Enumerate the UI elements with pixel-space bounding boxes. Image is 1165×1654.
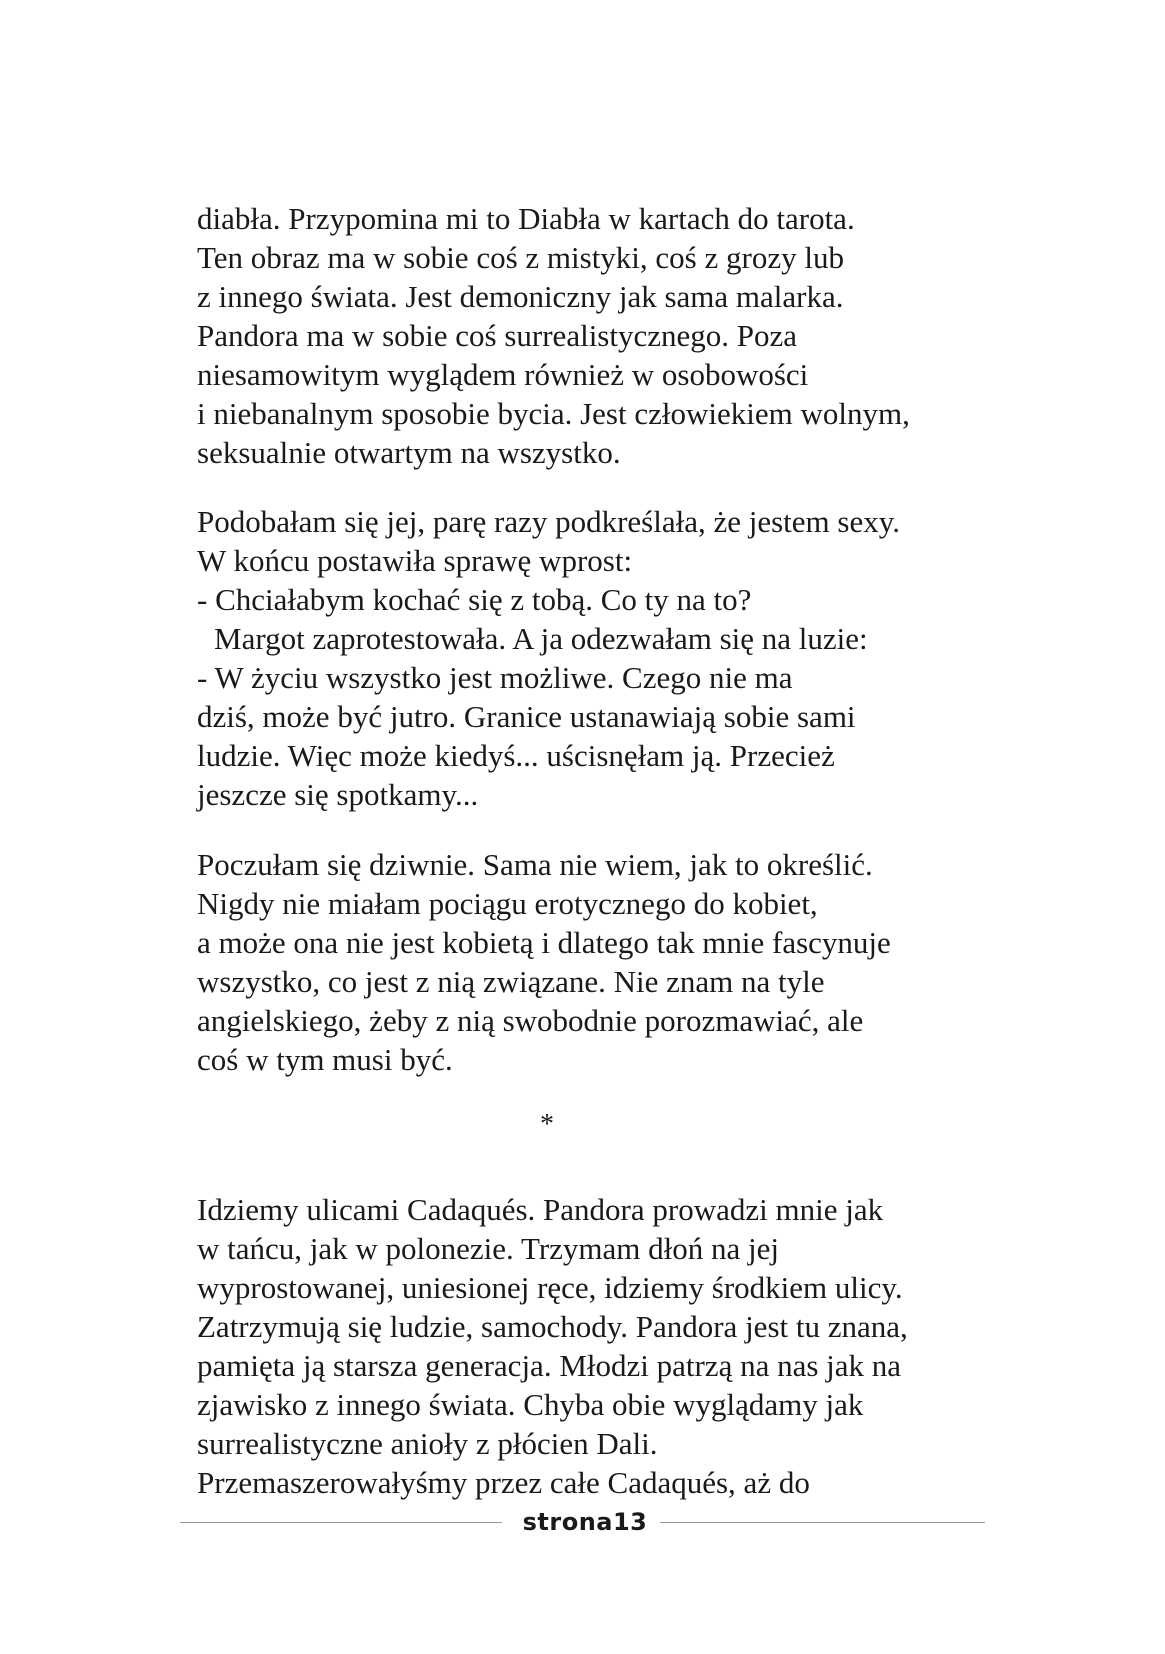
text-line: z innego świata. Jest demoniczny jak sama malarka. [197, 279, 844, 314]
text-line: dziś, może być jutro. Granice ustanawiają sobie sami [197, 699, 856, 734]
text-line: Margot zaprotestowała. A ja odezwałam się na luzie: [214, 621, 868, 656]
section-separator: * [540, 1109, 554, 1140]
text-line: Przemaszerowałyśmy przez całe Cadaqués, aż do [197, 1465, 810, 1500]
text-line: Idziemy ulicami Cadaqués. Pandora prowadzi mnie jak [197, 1192, 884, 1227]
text-line: W końcu postawiła sprawę wprost: [197, 543, 633, 578]
page-footer [180, 1507, 985, 1537]
text-line: - W życiu wszystko jest możliwe. Czego nie ma [197, 660, 793, 695]
text-line: surrealistyczne anioły z płócien Dali. [197, 1426, 658, 1461]
text-line: Nigdy nie miałam pociągu erotycznego do kobiet, [197, 886, 818, 921]
paragraph-3 [197, 845, 997, 1079]
text-line: w tańcu, jak w polonezie. Trzymam dłoń na jej [197, 1231, 779, 1266]
footer-rule-right [660, 1522, 985, 1523]
paragraph-4 [197, 1190, 997, 1502]
text-line: Poczułam się dziwnie. Sama nie wiem, jak to określić. [197, 847, 873, 882]
text-line: niesamowitym wyglądem również w osobowości [197, 357, 809, 392]
text-line: seksualnie otwartym na wszystko. [197, 435, 621, 470]
page-number: strona13 [522, 1508, 648, 1536]
text-line: diabła. Przypomina mi to Diabła w kartach do tarota. [197, 201, 855, 236]
text-line: Podobałam się jej, parę razy podkreślała, że jestem sexy. [197, 504, 900, 539]
text-line: Ten obraz ma w sobie coś z mistyki, coś z grozy lub [197, 240, 844, 275]
text-line: wyprostowanej, uniesionej ręce, idziemy środkiem ulicy. [197, 1270, 903, 1305]
text-line: pamięta ją starsza generacja. Młodzi patrzą na nas jak na [197, 1348, 902, 1383]
text-line: zjawisko z innego świata. Chyba obie wyglądamy jak [197, 1387, 864, 1422]
footer-rule-left [180, 1522, 502, 1523]
text-line: ludzie. Więc może kiedyś... uścisnęłam ją. Przecież [197, 738, 835, 773]
text-line: Zatrzymują się ludzie, samochody. Pandora jest tu znana, [197, 1309, 908, 1344]
paragraph-2 [197, 502, 997, 814]
text-line: angielskiego, żeby z nią swobodnie porozmawiać, ale [197, 1003, 864, 1038]
text-line: - Chciałabym kochać się z tobą. Co ty na to? [197, 582, 752, 617]
text-line: i niebanalnym sposobie bycia. Jest człowiekiem wolnym, [197, 396, 910, 431]
text-line: wszystko, co jest z nią związane. Nie znam na tyle [197, 964, 825, 999]
paragraph-1 [197, 199, 997, 472]
text-line: jeszcze się spotkamy... [197, 777, 479, 812]
text-line: a może ona nie jest kobietą i dlatego tak mnie fascynuje [197, 925, 891, 960]
text-line: coś w tym musi być. [197, 1042, 453, 1077]
text-line: Pandora ma w sobie coś surrealistycznego. Poza [197, 318, 798, 353]
